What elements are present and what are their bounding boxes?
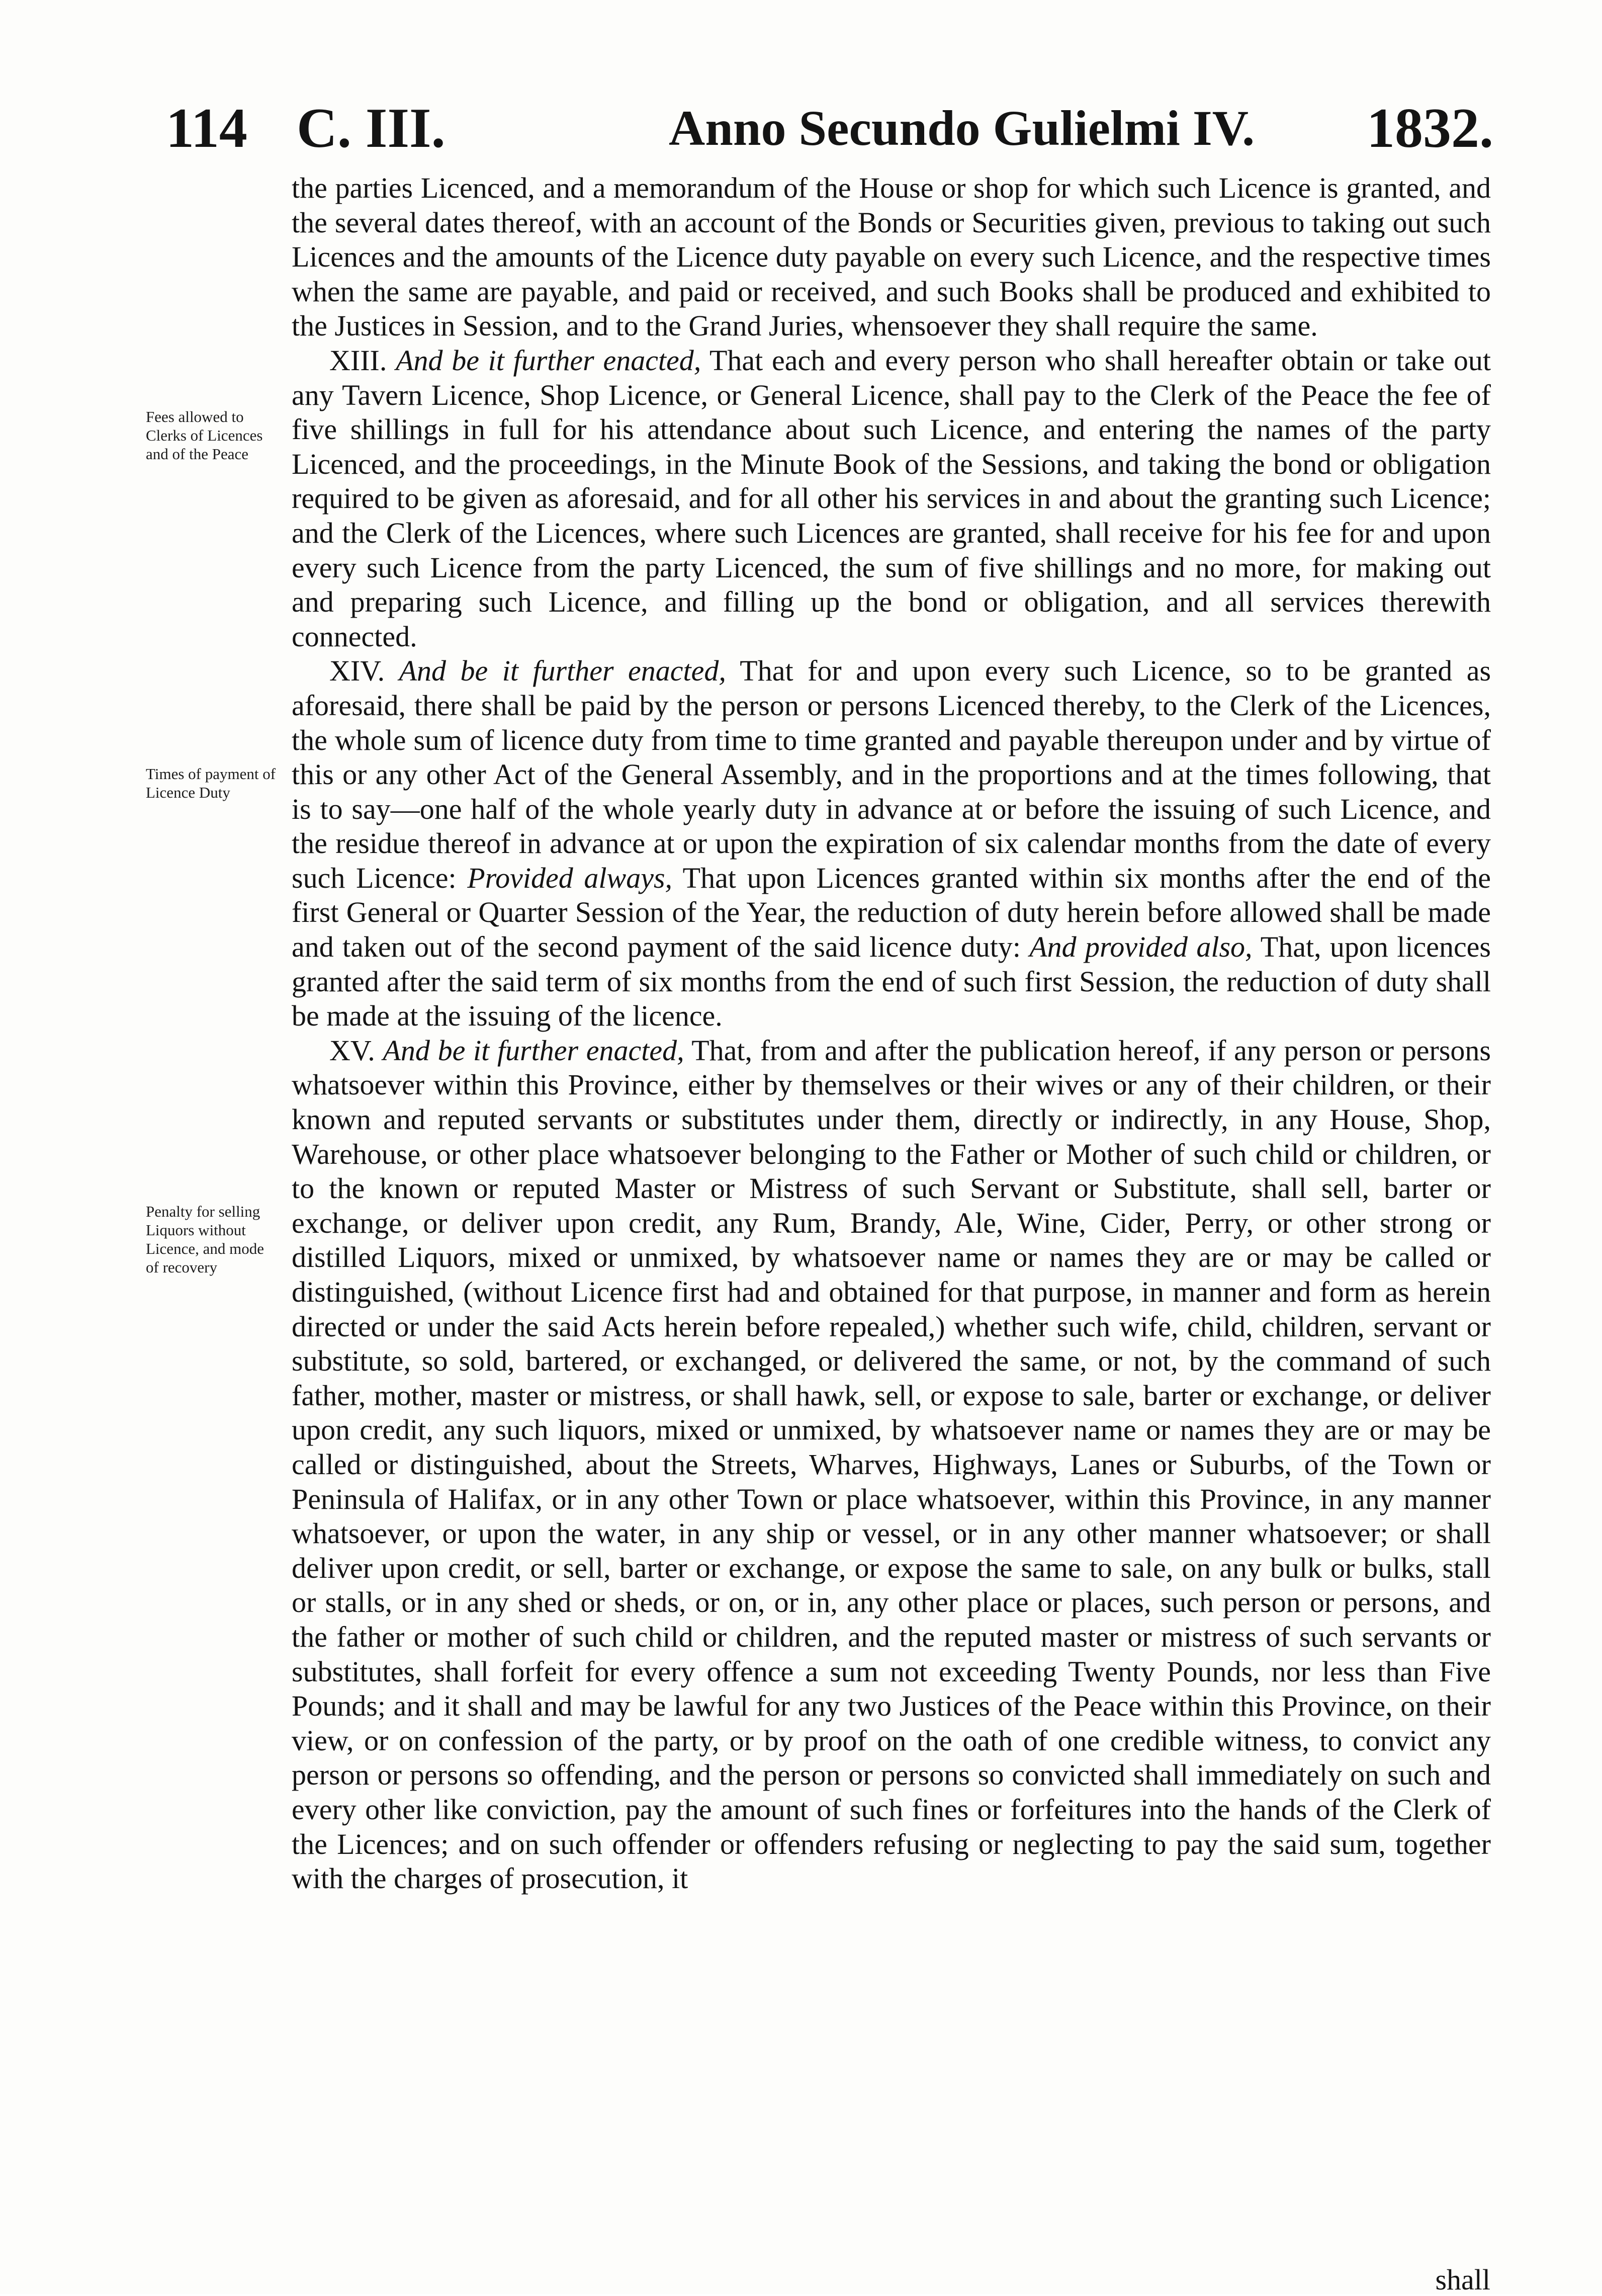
section-number: XIII. <box>329 344 387 377</box>
section-number: XIV. <box>329 654 385 688</box>
enacting-clause: And be it further enacted, <box>396 344 701 377</box>
section-xiv <box>292 654 1491 1034</box>
year: 1832. <box>1367 97 1493 159</box>
section-text: That each and every person who shall hereafter obtain or take out any Tavern Licence, Shop Licence, or General Licence, shall pay to the Clerk of the Peace the fee of five shillings in full for his attendance about such Licence, and entering the names of the party Licenced, and the proceedings, in the Minute Book of the Sessions, and taking the bond or obligation required to be given as aforesaid, and for all other his services in and about the granting such Licence; and the Clerk of the Licences, where such Licences are granted, shall receive for his fee for and upon every such Licence from the party Licenced, the sum of five shillings and no more, for making out and preparing such Licence, and filling up the bond or obligation, and all services therewith connected. <box>292 344 1491 653</box>
section-number: XV. <box>329 1034 375 1067</box>
margin-note-fees: Fees allowed to Clerks of Licences and of the Peace <box>146 408 263 463</box>
continued-paragraph: the parties Licenced, and a memorandum of the House or shop for which such Licence is granted, and the several dates thereof, with an account of the Bonds or Securities given, previous to taking out such Licences and the amounts of the Licence duty payable on every such Licence, and the respective times when the same are payable, and paid or received, and such Books shall be produced and exhibited to the Justices in Session, and to the Grand Juries, whensoever they shall require the same. <box>292 172 1491 343</box>
section-xv <box>292 1034 1491 1896</box>
proviso-clause: Provided always, <box>467 861 673 894</box>
section-text: That for and upon every such Licence, so to be granted as aforesaid, there shall be paid by the person or persons Licenced thereby, to the Clerk of the Licences, the whole sum of licence duty from time to time granted and payable thereupon under and by virtue of this or any other Act of the General Assembly, and in the proportions and at the times following, that is to say—one half of the whole yearly duty in advance at or before the issuing of such Licence, and the residue thereof in advance at or upon the expiration of six calendar months from the date of every such Licence: <box>292 654 1491 894</box>
section-text: That, upon licences granted after the said term of six months from the end of such first Session, the reduction of duty shall be made at the issuing of the licence. <box>292 930 1491 1033</box>
section-text: That upon Licences granted within six months after the end of the first General or Quarter Session of the Year, the reduction of duty herein before allowed shall be made and taken out of the second payment of the said licence duty: <box>292 861 1491 964</box>
section-text: That, from and after the publication hereof, if any person or persons whatsoever within this Province, either by themselves or their wives or any of their children, or their known and reputed servants or substitutes under them, directly or indirectly, in any House, Shop, Warehouse, or other place whatsoever belonging to the Father or Mother of such child or children, or to the known or reputed Master or Mistress of such Servant or Substitute, shall sell, barter or exchange, or deliver upon credit, any Rum, Brandy, Ale, Wine, Cider, Perry, or other strong or distilled Liquors, mixed or unmixed, by whatsoever name or names they are or may be called or distinguished, (without Licence first had and obtained for that purpose, in manner and form as herein directed or under the said Acts herein before repealed,) whether such wife, child, children, servant or substitute, so sold, bartered, or exchanged, or delivered the same, or not, by the command of such father, mother, master or mistress, or shall hawk, sell, or expose to sale, barter or exchange, or deliver upon credit, any such liquors, mixed or unmixed, by whatsoever name or names they are or may be called or distinguished, about the Streets, Wharves, Highways, Lanes or Suburbs, of the Town or Peninsula of Halifax, or in any other Town or place whatsoever, within this Province, in any manner whatsoever, or upon the water, in any ship or vessel, or in any other manner whatsoever; or shall deliver upon credit, or sell, barter or exchange, or expose the same to sale, on any bulk or bulks, stall or stalls, or in any shed or sheds, or on, or in, any other place or places, such person or persons, and the father or mother of such child or children, and the reputed master or mistress of such servants or substitutes, shall forfeit for every offence a sum not exceeding Twenty Pounds, nor less than Five Pounds; and it shall and may be lawful for any two Justices of the Peace within this Province, on their view, or on confession of the party, or by proof on the oath of one credible witness, to convict any person or persons so offending, and the person or persons so convicted shall immediately on such and every other like conviction, pay the amount of such fines or forfeitures into the hands of the Clerk of the Licences; and on such offender or offenders refusing or neglecting to pay the said sum, together with the charges of prosecution, it <box>292 1034 1491 1895</box>
running-header <box>166 91 1493 166</box>
chapter-number: C. III. <box>297 97 446 159</box>
catchword: shall <box>1435 2263 1490 2296</box>
body-text <box>292 171 1491 1896</box>
section-xiii <box>292 344 1491 654</box>
enacting-clause: And be it further enacted, <box>399 654 726 688</box>
proviso-clause: And provided also, <box>1029 930 1253 964</box>
margin-note-times-of-payment: Times of payment of Licence Duty <box>146 765 276 801</box>
page-number: 114 <box>166 97 247 159</box>
running-title: Anno Secundo Gulielmi IV. <box>669 100 1255 156</box>
margin-note-penalty: Penalty for selling Liquors without Licence, and mode of recovery <box>146 1203 264 1276</box>
enacting-clause: And be it further enacted, <box>383 1034 684 1067</box>
